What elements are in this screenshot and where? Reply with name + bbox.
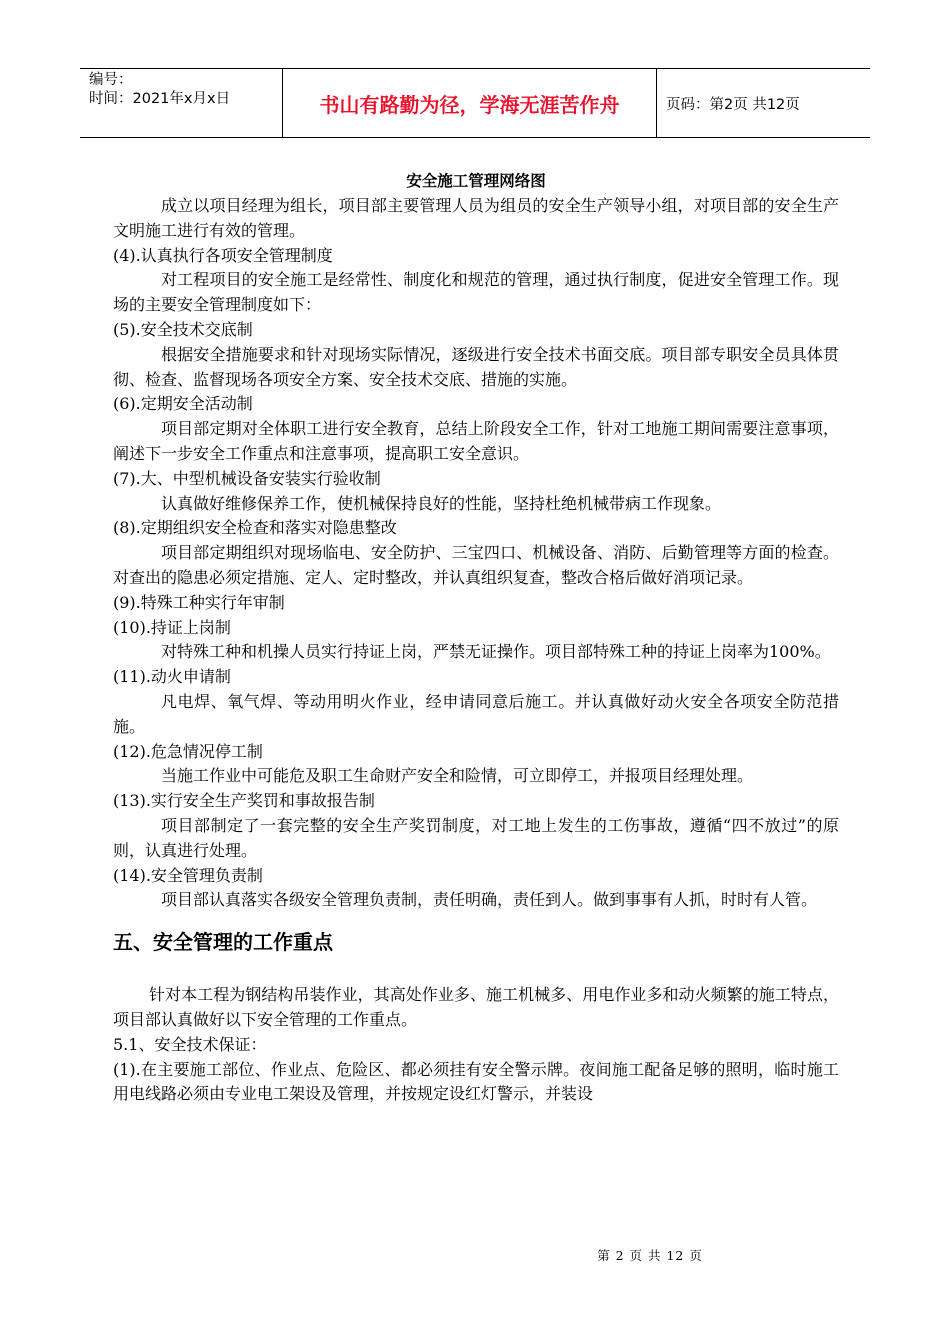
section-intro: 针对本工程为钢结构吊装作业，其高处作业多、施工机械多、用电作业多和动火频繁的施工特点，项目部认真做好以下安全管理的工作重点。 bbox=[113, 985, 839, 1029]
header-page-info: 页码：第2页 共12页 bbox=[666, 96, 800, 113]
body-paragraph: 项目部定期组织对现场临电、安全防护、三宝四口、机械设备、消防、后勤管理等方面的检查。对查出的隐患必须定措施、定人、定时整改，并认真组织复查，整改合格后做好消项记录。 bbox=[113, 543, 839, 587]
clause-heading: (7).大、中型机械设备安装实行验收制 bbox=[113, 468, 381, 488]
clause-heading: (13).实行安全生产奖罚和事故报告制 bbox=[113, 791, 375, 811]
clause-heading: (11).动火申请制 bbox=[113, 667, 231, 687]
body-paragraph: 项目部认真落实各级安全管理负责制，责任明确，责任到人。做到事事有人抓，时时有人管。 bbox=[161, 890, 818, 910]
clause-heading: (4).认真执行各项安全管理制度 bbox=[113, 245, 333, 265]
clause-heading: (5).安全技术交底制 bbox=[113, 319, 253, 339]
section-heading: 五、安全管理的工作重点 bbox=[113, 930, 333, 955]
list-item: (1).在主要施工部位、作业点、危险区、都必须挂有安全警示牌。夜间施工配备足够的照明，临时施工用电线路必须由专业电工架设及管理，并按规定设红灯警示，并装设 bbox=[113, 1059, 839, 1104]
paragraph-list bbox=[113, 194, 839, 913]
body-paragraph: 认真做好维修保养工作，使机械保持良好的性能，坚持杜绝机械带病工作现象。 bbox=[161, 493, 722, 513]
clause-heading: (12).危急情况停工制 bbox=[113, 741, 263, 761]
clause-heading: (6).定期安全活动制 bbox=[113, 394, 253, 414]
page-header bbox=[80, 68, 870, 138]
body-paragraph: 成立以项目经理为组长，项目部主要管理人员为组员的安全生产领导小组，对项目部的安全生产文明施工进行有效的管理。 bbox=[113, 196, 839, 240]
body-paragraph: 当施工作业中可能危及职工生命财产安全和险情，可立即停工，并报项目经理处理。 bbox=[161, 766, 754, 786]
body-paragraph: 对工程项目的安全施工是经常性、制度化和规范的管理，通过执行制度，促进安全管理工作。现场的主要安全管理制度如下： bbox=[113, 270, 839, 315]
header-meta-cell bbox=[80, 69, 282, 137]
page-footer: 第 2 页 共 12 页 bbox=[597, 1248, 703, 1263]
clause-heading: (10).持证上岗制 bbox=[113, 617, 231, 637]
body-paragraph: 对特殊工种和机操人员实行持证上岗，严禁无证操作。项目部特殊工种的持证上岗率为100%。 bbox=[161, 642, 831, 662]
sub-heading: 5.1、安全技术保证： bbox=[113, 1034, 267, 1054]
body-paragraph: 根据安全措施要求和针对现场实际情况，逐级进行安全技术书面交底。项目部专职安全员具体贯彻、检查、监督现场各项安全方案、安全技术交底、措施的实施。 bbox=[113, 344, 839, 389]
document-body bbox=[113, 170, 839, 1107]
body-paragraph: 项目部定期对全体职工进行安全教育，总结上阶段安全工作，针对工地施工期间需要注意事项，阐述下一步安全工作重点和注意事项，提高职工安全意识。 bbox=[113, 419, 839, 463]
header-motto: 书山有路勤为径，学海无涯苦作舟 bbox=[282, 69, 657, 137]
clause-heading: (14).安全管理负责制 bbox=[113, 865, 263, 885]
clause-heading: (8).定期组织安全检查和落实对隐患整改 bbox=[113, 518, 397, 538]
clause-heading: (9).特殊工种实行年审制 bbox=[113, 592, 285, 612]
body-paragraph: 项目部制定了一套完整的安全生产奖罚制度，对工地上发生的工伤事故，遵循“四不放过”的原则，认真进行处理。 bbox=[113, 815, 839, 860]
section-title: 安全施工管理网络图 bbox=[406, 172, 546, 190]
body-paragraph: 凡电焊、氧气焊、等动用明火作业，经申请同意后施工。并认真做好动火安全各项安全防范措施。 bbox=[113, 691, 839, 736]
document-number-label: 编号： bbox=[89, 72, 133, 88]
document-time-label: 时间：2021年x月x日 bbox=[89, 91, 231, 107]
